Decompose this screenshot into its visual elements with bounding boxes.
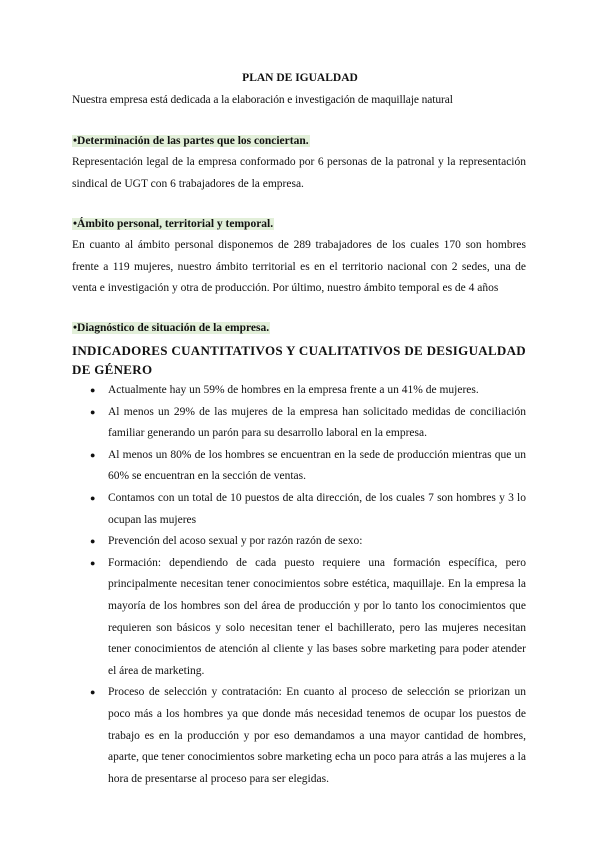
list-item: ● Contamos con un total de 10 puestos de alta dirección, de los cuales 7 son hombres y 3 lo ocupan las mujeres: [72, 488, 526, 531]
section-text-parties: Representación legal de la empresa conformado por 6 personas de la patronal y la representación sindical de UGT con 6 trabajadores de la empresa.: [72, 156, 526, 190]
list-item: ● Al menos un 29% de las mujeres de la empresa han solicitado medidas de conciliación familiar generando un parón para su desarrollo laboral en la empresa.: [72, 402, 526, 445]
bullet-icon: ●: [90, 449, 96, 460]
indicators-heading: INDICADORES CUANTITATIVOS Y CUALITATIVOS DE DESIGUALDAD DE GÉNERO: [72, 343, 526, 377]
bullet-icon: ●: [90, 536, 96, 547]
bullet-icon: ●: [90, 557, 96, 568]
section-text-scope: En cuanto al ámbito personal disponemos de 289 trabajadores de los cuales 170 son hombres frente a 119 mujeres, nuestro ámbito territorial es en el territorio nacional con 2 sedes, una de venta e investigación y otra de producción. Por último, nuestro ámbito temporal es de 4 años: [72, 239, 526, 294]
list-item: ● Prevención del acoso sexual y por razón razón de sexo:: [72, 531, 526, 553]
bullet-icon: ●: [90, 492, 96, 503]
bullet-icon: ●: [90, 406, 96, 417]
intro-text: Nuestra empresa está dedicada a la elaboración e investigación de maquillaje natural: [72, 94, 453, 106]
list-item: ● Proceso de selección y contratación: En cuanto al proceso de selección se priorizan un poco más a los hombres ya que donde más necesidad tenemos de ocupar los puestos de trabajo es en la producción y por eso demandamos a una mayor cantidad de hombres, aparte, que tener conocimientos sobre marketing echa un poco para atrás a las mujeres a la hora de presentarse al proceso para ser elegidas.: [72, 682, 526, 790]
list-item: ● Formación: dependiendo de cada puesto requiere una formación específica, pero principalmente necesitan tener conocimientos sobre estética, maquillaje. En la empresa la mayoría de los hombres son del área de producción y por lo tanto los conocimientos que requieren son básicos y solo necesitan tener el bachillerato, pero las mujeres necesitan tener conocimientos de atención al cliente y las bases sobre marketing para poder atender el área de marketing.: [72, 553, 526, 683]
bullet-icon: ●: [90, 687, 96, 698]
indicators-list: [72, 380, 526, 790]
section-heading-parties: •Determinación de las partes que los conciertan.: [73, 135, 309, 147]
bullet-icon: ●: [90, 385, 96, 395]
section-heading-diagnosis: •Diagnóstico de situación de la empresa.: [73, 322, 270, 334]
list-item: ● Actualmente hay un 59% de hombres en la empresa frente a un 41% de mujeres.: [72, 380, 526, 402]
page-title: PLAN DE IGUALDAD: [242, 72, 358, 84]
section-heading-scope: •Ámbito personal, territorial y temporal.: [73, 218, 274, 230]
list-item: ● Al menos un 80% de los hombres se encuentran en la sede de producción mientras que un 60% se encuentran en la sección de ventas.: [72, 445, 526, 488]
